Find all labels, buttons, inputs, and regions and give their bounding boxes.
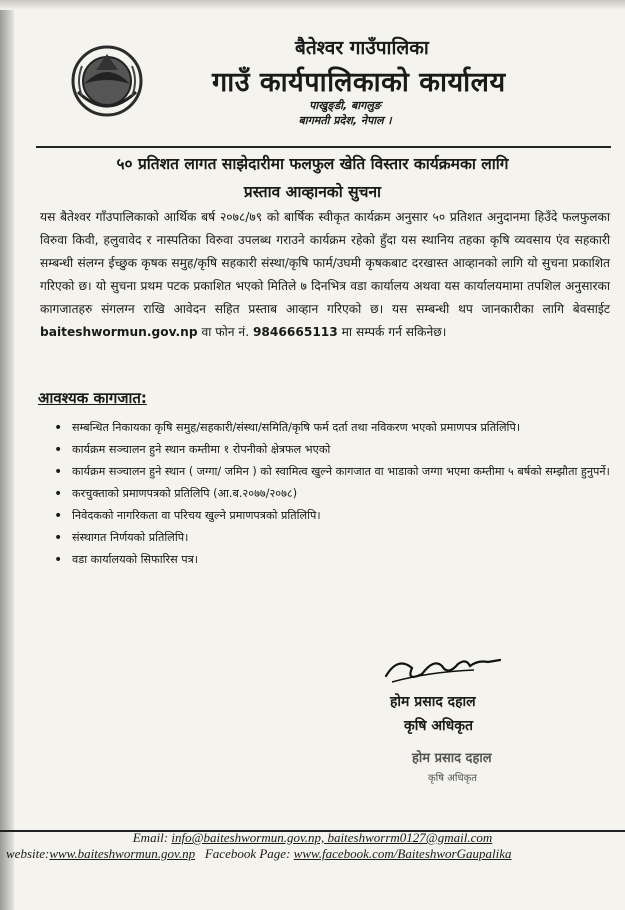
body-phone-prefix: वा फोन नं. [201, 325, 250, 339]
body-phone: 9846665113 [252, 325, 338, 339]
office-title: गाउँ कार्यपालिकाको कार्यालय [212, 67, 506, 98]
page-shadow [0, 0, 14, 910]
footer-web [6, 846, 625, 862]
requirements-heading: आवश्यक कागजात: [38, 389, 147, 407]
body-text-main: यस बैतेश्वर गाँउपालिकाको आर्थिक बर्ष २०७८/७९ को बार्षिक स्वीकृत कार्यक्रम अनुसार ५० प्रतिशत अनुदानमा हिउँदे फलफुलका विरुवा किवी, हलुवावेद र नास्पतिका विरुवा उपलब्ध गराउने कार्यक्रम रहेको हुँदा यस स्थानिय तहका कृषि व्यवसाय एंव सहकारी सम्बन्धी संलग्न ईच्छुक कृषक समुह/कृषि सहकारी संस्था/कृषि फार्म/उघमी कृषकबाट दरखास्त आव्हानको लागि यो सुचना प्रकाशित गरिएको छ। यो सुचना प्रथम पटक प्रकाशित भएको मितिले ७ दिनभित्र वडा कार्यालय अथवा यस कार्यालयमामा तपशिल अनुसारका कागजातहरु संगलग्न राखि आवेदन सहित प्रस्ताब आव्हान गरिएको छ। यस सम्बन्धी थप जानकारीका लागि बेवसाईट [40, 210, 610, 316]
stamp-title: कृषि अधिकृत [428, 773, 477, 784]
header-divider [36, 146, 611, 148]
handwritten-signature [378, 636, 508, 696]
address-line-2: बागमती प्रदेश, नेपाल । [298, 114, 392, 127]
org-name: बैतेश्वर गाउँपालिका [295, 37, 429, 59]
website-link[interactable]: www.baiteshwormun.gov.np [49, 846, 196, 861]
signatory-title: कृषि अधिकृत [404, 718, 474, 734]
facebook-label: Facebook Page: [204, 846, 291, 861]
notice-title-line-1: ५० प्रतिशत लागत साझेदारीमा फलफुल खेति विस्तार कार्यक्रमका लागि [116, 155, 509, 173]
list-item: • कार्यक्रम सञ्चालन हुने स्थान ( जग्गा/ जमिन ) को स्वामित्व खुल्ने कागजात वा भाडाको जग्गा भएमा कम्तीमा ५ बर्षको सम्झौता हुनुपर्ने। [50, 462, 610, 482]
list-item: • कार्यक्रम सञ्चालन हुने स्थान कम्तीमा १ रोपनीको क्षेत्रफल भएको [50, 440, 610, 460]
list-item: • संस्थागत निर्णयको प्रतिलिपि। [50, 528, 610, 548]
notice-body [40, 206, 610, 344]
email-label: Email: [132, 830, 169, 845]
page-shadow-top [0, 0, 625, 10]
government-emblem-icon [66, 40, 148, 122]
list-item: • सम्बन्धित निकायका कृषि समुह/सहकारी/संस्था/समिति/कृषि फर्म दर्ता तथा नविकरण भएको प्रमाणपत्र प्रतिलिपि। [50, 418, 610, 438]
notice-title-line-2: प्रस्ताव आव्हानको सुचना [243, 183, 382, 201]
requirements-list [50, 418, 610, 572]
list-item: • निवेदकको नागरिकता वा परिचय खुल्ने प्रमाणपत्रको प्रतिलिपि। [50, 506, 610, 526]
office-address [270, 98, 420, 128]
signatory-name: होम प्रसाद दहाल [390, 694, 476, 710]
list-item: • करचुक्ताको प्रमाणपत्रको प्रतिलिपि (आ.ब.२०७७/२०७८) [50, 484, 610, 504]
email-link[interactable]: info@baiteshwormun.gov.np, baiteshworrm0127@gmail.com [171, 830, 493, 845]
address-line-1: पाखुङ्डी, बागलुङ [309, 99, 381, 112]
body-text-end: मा सम्पर्क गर्न सकिनेछ। [341, 325, 447, 339]
footer-email [0, 830, 625, 846]
stamp-name: होम प्रसाद दहाल [412, 751, 492, 766]
list-item: • वडा कार्यालयको सिफारिस पत्र। [50, 550, 610, 570]
notice-title [0, 150, 625, 206]
website-label: website: [6, 846, 50, 861]
body-website: baiteshwormun.gov.np [40, 325, 198, 339]
facebook-link[interactable]: www.facebook.com/BaiteshworGaupalika [293, 846, 512, 861]
